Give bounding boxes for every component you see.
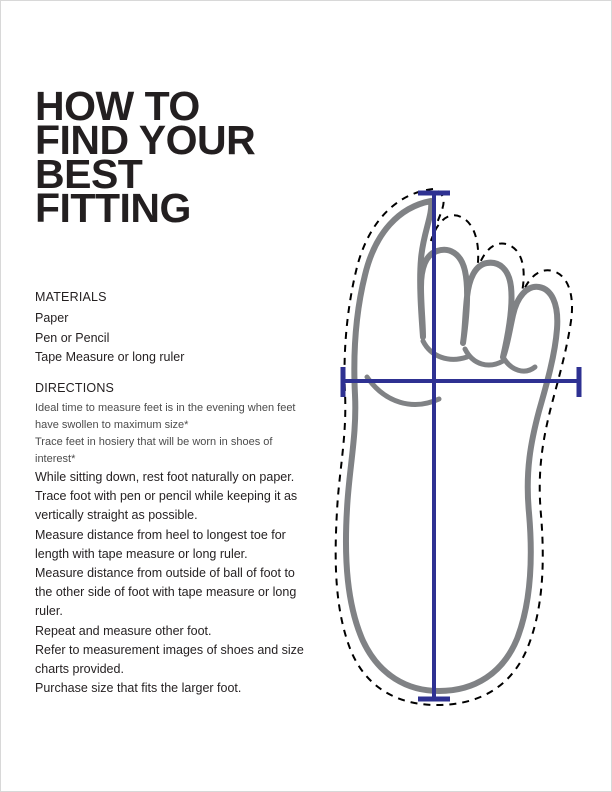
directions-note: Trace feet in hosiery that will be worn in shoes of interest* <box>35 436 273 465</box>
list-item: Paper <box>35 311 69 325</box>
directions-step: Trace foot with pen or pencil while keeping it as vertically straight as possible. <box>35 489 298 523</box>
directions-step: Measure distance from heel to longest toe for length with tape measure or long ruler. <box>35 527 286 561</box>
directions-heading: DIRECTIONS <box>35 381 115 395</box>
title-line-4: FITTING <box>35 185 191 231</box>
title-line-2: FIND YOUR <box>35 117 256 163</box>
title-line-1: HOW TO <box>35 83 200 129</box>
list-item: Tape Measure or long ruler <box>35 350 185 364</box>
materials-list <box>35 309 325 368</box>
list-item: Pen or Pencil <box>35 330 110 345</box>
directions-note: Ideal time to measure feet is in the evening when feet have swollen to maximum size* <box>35 402 296 431</box>
foot-diagram <box>321 171 596 716</box>
page-title <box>35 83 365 231</box>
directions-step: Repeat and measure other foot. <box>35 623 212 638</box>
directions-step: Measure distance from outside of ball of foot to the other side of foot with tape measure or long ruler. <box>35 566 297 619</box>
directions-step: While sitting down, rest foot naturally on paper. <box>35 470 295 484</box>
directions-list <box>35 400 315 698</box>
directions-step: Refer to measurement images of shoes and size charts provided. <box>35 642 304 677</box>
materials-heading: MATERIALS <box>35 290 107 304</box>
title-line-3: BEST <box>35 151 143 197</box>
directions-step: Purchase size that fits the larger foot. <box>35 681 242 696</box>
foot-outline <box>346 201 557 691</box>
